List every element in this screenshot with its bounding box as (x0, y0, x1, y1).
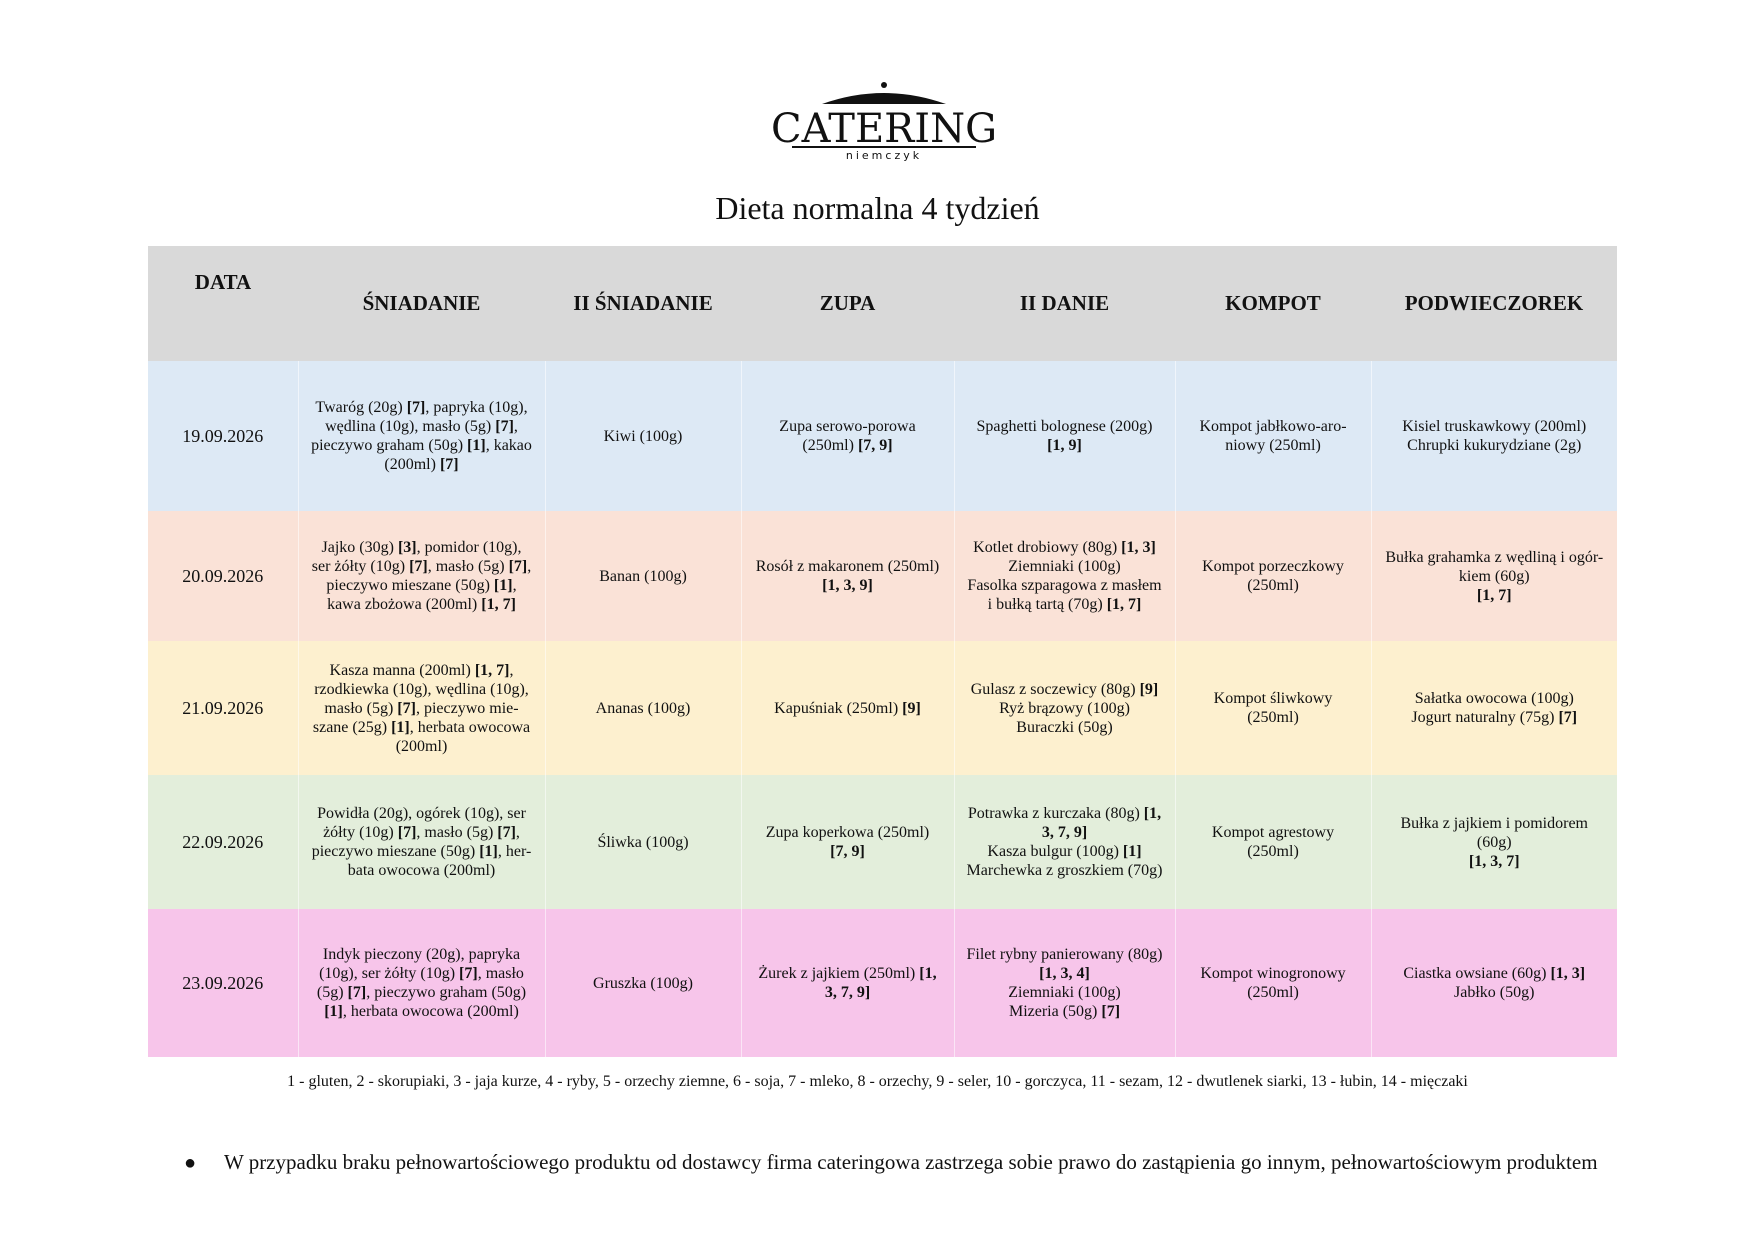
cell-text: Kisiel truskawkowy (200ml) (1402, 418, 1587, 435)
cell-text: Filet rybny panierowany (80g) (966, 946, 1163, 963)
cell-text: (200ml) (384, 456, 440, 473)
cell-text: Jabłko (50g) (1454, 984, 1535, 1001)
cell-text: Gulasz z soczewicy (80g) (970, 680, 1140, 698)
cell-ii-sniadanie (545, 909, 741, 1057)
menu-table (148, 246, 1617, 1057)
allergen-code: [1, (919, 965, 937, 982)
note-text: W przypadku braku pełnowartościowego produktu od dostawcy firma cateringowa zastrzega sobie prawo do zastąpienia go innym, pełnowartościowym produktem (224, 1150, 1598, 1174)
cell-text: , (527, 558, 532, 575)
cell-text: Rosół z makaronem (250ml) (755, 558, 940, 575)
cell-podwieczorek (1371, 361, 1617, 511)
cell-date (148, 775, 298, 909)
cell-text: , herbata owocowa (409, 718, 531, 736)
cell-text: kawa zbożowa (200ml) (327, 596, 482, 613)
allergen-code: [9] (902, 699, 921, 717)
table-row (148, 641, 1617, 775)
allergen-code: [3] (397, 539, 417, 556)
cell-ii-danie (954, 361, 1175, 511)
cell-ii-sniadanie (545, 511, 741, 641)
cell-text: Potrawka z kurczaka (80g) (967, 805, 1144, 822)
cell-text: , pieczywo mie- (415, 699, 519, 717)
cell-sniadanie (298, 909, 545, 1057)
cell-text: Kapuśniak (250ml) (774, 699, 903, 717)
cell-text: 21.09.2026 (182, 697, 264, 718)
allergen-code: [1] (1122, 843, 1142, 860)
cell-text: Ciastka owsiane (60g) (1403, 965, 1551, 982)
table-row (148, 511, 1617, 641)
allergen-code: [7] (406, 399, 426, 416)
cell-text: Bułka z jajkiem i pomidorem (1400, 814, 1588, 832)
cell-text: (5g) (316, 984, 348, 1001)
allergen-code: [1, 7] (1106, 596, 1142, 613)
cell-text: Powidła (20g), ogórek (10g), ser (317, 805, 526, 822)
cell-text: , masło (477, 965, 524, 982)
allergen-code: [1] (324, 1003, 343, 1020)
cell-text: , (513, 418, 518, 435)
cell-text: 19.09.2026 (182, 425, 264, 446)
note (184, 1148, 1624, 1177)
cell-text: Kompot agrestowy (1211, 824, 1335, 841)
cell-text: Żurek z jajkiem (250ml) (758, 965, 920, 982)
cell-text: Kasza manna (200ml) (329, 661, 475, 679)
cell-text: Fasolka szparagowa z masłem (967, 577, 1162, 594)
cell-kompot (1175, 641, 1371, 775)
cell-text: (250ml) (802, 437, 858, 454)
cell-text: masło (5g) (324, 699, 398, 717)
allergen-code: [1] (479, 843, 498, 860)
cell-text: Kiwi (100g) (603, 427, 683, 445)
table-body (148, 361, 1617, 1057)
cell-text: (250ml) (1247, 984, 1299, 1001)
cell-text: Chrupki kukurydziane (2g) (1407, 437, 1582, 454)
cell-text: Kompot śliwkowy (1213, 690, 1333, 707)
cell-text: Zupa serowo-porowa (779, 418, 916, 435)
cell-text: niowy (250ml) (1225, 437, 1321, 454)
catering-logo (770, 80, 998, 162)
cell-text: szane (25g) (312, 718, 392, 736)
cell-text: , pomidor (10g), (416, 539, 522, 556)
cell-text: Marchewka z groszkiem (70g) (966, 862, 1163, 879)
cell-sniadanie (298, 361, 545, 511)
cell-ii-danie (954, 775, 1175, 909)
cell-text: żółty (10g) (323, 824, 398, 841)
cell-text: pieczywo mieszane (50g) (311, 843, 480, 860)
allergen-code: [1, 7] (1476, 586, 1512, 604)
cell-sniadanie (298, 775, 545, 909)
cell-text: Kompot jabłkowo-aro- (1199, 418, 1347, 435)
cell-text: , (515, 824, 520, 841)
cell-text: Banan (100g) (599, 567, 687, 585)
cell-ii-danie (954, 909, 1175, 1057)
cell-kompot (1175, 511, 1371, 641)
allergen-code: [1] (467, 437, 486, 454)
cell-text: ser żółty (10g) (311, 558, 410, 575)
cell-text: (10g), ser żółty (10g) (319, 965, 460, 982)
cell-text: Bułka grahamka z wędliną i ogór- (1385, 548, 1604, 566)
cell-text: kiem (60g) (1458, 567, 1530, 585)
cell-date (148, 361, 298, 511)
cell-text: Jogurt naturalny (75g) (1411, 709, 1559, 726)
cell-text: Twaróg (20g) (315, 399, 407, 416)
allergen-code: [1, (1143, 805, 1162, 822)
allergen-code: [1] (493, 577, 513, 594)
cell-text: , herbata owocowa (200ml) (342, 1003, 519, 1020)
cell-text: , masło (5g) (416, 824, 498, 841)
allergen-code: [1, 3, 4] (1039, 965, 1090, 982)
cell-sniadanie (298, 641, 545, 775)
cell-text: Gruszka (100g) (593, 974, 693, 992)
cell-text: , pieczywo graham (50g) (366, 984, 527, 1001)
cell-text: Kasza bulgur (100g) (987, 843, 1123, 860)
cell-text: Ananas (100g) (595, 699, 691, 717)
allergen-code: [1, 3, 7] (1468, 852, 1520, 870)
header-ii-sniadanie: II ŚNIADANIE (545, 246, 741, 361)
header-sniadanie: ŚNIADANIE (298, 246, 545, 361)
cell-text: , (512, 577, 517, 594)
allergen-code: [7] (497, 824, 516, 841)
header-ii-danie: II DANIE (954, 246, 1175, 361)
cell-zupa (741, 775, 954, 909)
cell-text: Mizeria (50g) (1008, 1003, 1102, 1020)
allergen-legend: 1 - gluten, 2 - skorupiaki, 3 - jaja kurze, 4 - ryby, 5 - orzechy ziemne, 6 - soja, 7 - mleko, 8 - orzechy, 9 - seler, 10 - gorczyca, 11 - sezam, 12 - dwutlenek siarki, 13 - łubin, 14 - mięczaki (287, 1073, 1468, 1090)
cell-text: bata owocowa (200ml) (347, 862, 496, 879)
cell-zupa (741, 361, 954, 511)
table-row (148, 909, 1617, 1057)
cell-ii-danie (954, 641, 1175, 775)
allergen-code: [1, 3, 9] (822, 577, 873, 594)
cell-text: Zupa koperkowa (250ml) (765, 824, 930, 841)
allergen-code: [1, 7] (474, 661, 510, 679)
cell-text: pieczywo mieszane (50g) (326, 577, 494, 594)
cell-text: rzodkiewka (10g), wędlina (10g), (314, 680, 529, 698)
table-row (148, 775, 1617, 909)
allergen-code: [7] (508, 558, 528, 575)
cell-text: 23.09.2026 (182, 972, 264, 993)
cell-kompot (1175, 909, 1371, 1057)
logo-sub-text: niemczyk (845, 149, 923, 162)
cell-text: Buraczki (50g) (1016, 718, 1113, 736)
cell-ii-sniadanie (545, 775, 741, 909)
allergen-code: [7] (397, 824, 417, 841)
cell-text: (250ml) (1247, 577, 1299, 594)
allergen-code: [7] (459, 965, 478, 982)
cell-text: Spaghetti bolognese (200g) (976, 418, 1153, 435)
cell-text: Ziemniaki (100g) (1008, 558, 1121, 575)
cell-zupa (741, 511, 954, 641)
cell-podwieczorek (1371, 775, 1617, 909)
cell-text: 22.09.2026 (182, 831, 264, 852)
cell-sniadanie (298, 511, 545, 641)
cell-text: (200ml) (395, 737, 448, 755)
cell-text: wędlina (10g), masło (5g) (325, 418, 496, 435)
table-header-row (148, 246, 1617, 361)
cell-text: (250ml) (1247, 709, 1299, 726)
cell-text: Indyk pieczony (20g), papryka (322, 946, 521, 963)
allergen-code: [1] (391, 718, 410, 736)
header-data: DATA (148, 246, 298, 361)
cell-text: Kotlet drobiowy (80g) (973, 539, 1122, 556)
cell-text: Ziemniaki (100g) (1008, 984, 1121, 1001)
cell-text: Sałatka owocowa (100g) (1414, 690, 1574, 707)
cell-date (148, 511, 298, 641)
cell-text: , (509, 661, 514, 679)
allergen-code: [7] (439, 456, 459, 473)
cell-podwieczorek (1371, 641, 1617, 775)
allergen-code: [7] (397, 699, 416, 717)
page-title: Dieta normalna 4 tydzień (715, 190, 1040, 226)
cell-podwieczorek (1371, 909, 1617, 1057)
cell-text: , masło (5g) (427, 558, 509, 575)
cell-text: 20.09.2026 (182, 565, 264, 586)
allergen-code: [1, 9] (1047, 437, 1082, 454)
cell-text: , papryka (10g), (425, 399, 528, 416)
allergen-code: [7] (347, 984, 367, 1001)
bullet-icon: ● (184, 1152, 197, 1174)
allergen-code: [9] (1139, 680, 1159, 698)
cell-text: Jajko (30g) (321, 539, 398, 556)
allergen-code: [1, 3] (1121, 539, 1156, 556)
cell-zupa (741, 641, 954, 775)
allergen-code: [7] (1101, 1003, 1121, 1020)
cell-podwieczorek (1371, 511, 1617, 641)
cell-text: i bułką tartą (70g) (987, 596, 1107, 613)
allergen-code: 3, 7, 9] (824, 984, 871, 1001)
cell-text: , her- (497, 843, 532, 860)
cell-text: pieczywo graham (50g) (311, 437, 468, 454)
cell-text: , kakao (485, 437, 532, 454)
allergen-code: [7] (409, 558, 428, 575)
table-row (148, 361, 1617, 511)
cell-ii-sniadanie (545, 361, 741, 511)
header-zupa: ZUPA (741, 246, 954, 361)
cell-zupa (741, 909, 954, 1057)
cell-kompot (1175, 361, 1371, 511)
cell-ii-danie (954, 511, 1175, 641)
allergen-code: [1, 7] (481, 596, 516, 613)
allergen-code: [7] (495, 418, 514, 435)
cell-text: Śliwka (100g) (597, 833, 689, 851)
cell-text: Kompot winogronowy (1200, 965, 1346, 982)
header-kompot: KOMPOT (1175, 246, 1371, 361)
allergen-code: [7, 9] (830, 843, 865, 860)
allergen-code: 3, 7, 9] (1041, 824, 1088, 841)
cell-kompot (1175, 775, 1371, 909)
cell-text: (60g) (1476, 833, 1512, 851)
cell-text: (250ml) (1247, 843, 1299, 860)
cell-date (148, 909, 298, 1057)
cell-date (148, 641, 298, 775)
allergen-code: [7] (1558, 709, 1578, 726)
cell-text: Ryż brązowy (100g) (999, 699, 1130, 717)
cell-ii-sniadanie (545, 641, 741, 775)
cell-text: Kompot porzeczkowy (1202, 558, 1344, 575)
logo-brand-text: CATERING (770, 106, 998, 152)
allergen-code: [7, 9] (857, 437, 893, 454)
allergen-code: [1, 3] (1550, 965, 1586, 982)
header-podwieczorek: PODWIECZOREK (1371, 246, 1617, 361)
